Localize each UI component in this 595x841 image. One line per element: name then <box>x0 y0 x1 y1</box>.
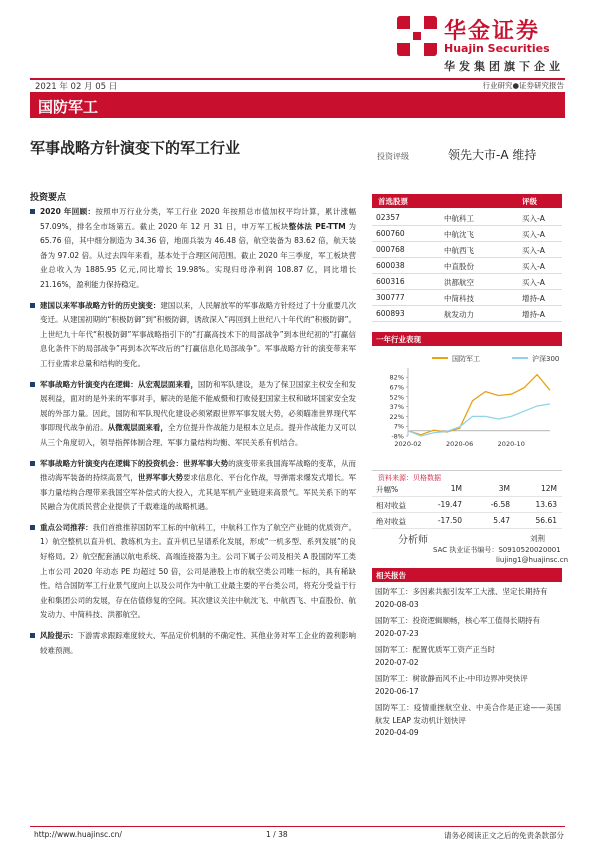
stock-code: 600760 <box>376 229 405 238</box>
stock-row <box>372 210 562 226</box>
performance-table <box>372 481 562 529</box>
perf-cell-m12: 56.61 <box>535 516 557 525</box>
stock-table-header <box>372 194 562 208</box>
rating-label: 投资评级 <box>377 152 409 161</box>
related-report-item[interactable] <box>375 702 561 740</box>
huajin-logo-icon <box>397 16 437 56</box>
related-report-date: 2020-07-23 <box>375 628 419 638</box>
x-tick-label: 2020-06 <box>446 440 474 448</box>
related-report-title: 国防军工：树欲静而风不止-中印边界冲突快评 <box>375 674 528 683</box>
sector-banner <box>30 92 565 118</box>
y-tick-label: 82% <box>389 373 404 382</box>
stock-rating: 买入-A <box>522 214 545 223</box>
legend-label: 沪深300 <box>532 355 560 363</box>
stock-row <box>372 242 562 258</box>
footer-url[interactable]: http://www.huajinsc.cn/ <box>34 830 122 839</box>
stock-row <box>372 226 562 242</box>
summary-paragraph <box>30 457 356 515</box>
stock-table-rating-col: 评级 <box>522 197 537 206</box>
x-tick-label: 2020-02 <box>394 440 422 448</box>
related-report-date: 2020-07-02 <box>375 657 419 667</box>
analyst-title: 分析师 <box>398 535 428 546</box>
brand-name-cn: 华金证券 <box>444 19 541 44</box>
stock-code: 600316 <box>376 277 405 286</box>
perf-cell-m3: 5.47 <box>493 516 510 525</box>
related-report-item[interactable] <box>375 673 561 698</box>
paragraph-lead: 建国以来军事战略方针的历史演变： <box>40 300 161 310</box>
paragraph-text: 要求信息化、平台化作战，导弹需求爆发式增长。军事力量结构合理带来我国空军补偿式的大投入，尤其是军机产业链迎来高景气。军民关系下的军民融合为优质民营企业提供了千载难逢的战略机遇。 <box>40 473 357 512</box>
stock-row <box>372 274 562 290</box>
related-report-date: 2020-06-17 <box>375 686 419 696</box>
stock-rating: 买入-A <box>522 246 545 255</box>
paragraph-lead: 2020 年回顾： <box>40 207 96 216</box>
related-report-item[interactable] <box>375 586 561 611</box>
perf-cell-m1: -19.47 <box>437 500 462 509</box>
x-tick-label: 2020-10 <box>497 440 525 448</box>
chart-source: 资料来源：贝格数据 <box>378 474 441 482</box>
perf-table-header <box>372 481 562 497</box>
stock-row <box>372 290 562 306</box>
related-report-title: 国防军工：疫情重挫航空业、中美合作是正途——美国航发 LEAP 发动机计划快评 <box>375 703 561 725</box>
paragraph-text: 为 65.76 倍，其中细分制造为 34.36 倍，地面兵装为 46.48 倍，航空装备为 83.62 倍，航天装备为 97.02 倍。从过去四年来看，基本处于合理区间范围。截止 2020 年三季度，军工板块营业总收入为 1885.95 亿元,同比增长 19.98%。实现归母净利润 108.87 亿，同比增长 21.16%，盈利能力保持稳定。 <box>40 221 357 289</box>
paragraph-lead: 军事战略方针演变内在逻辑：从宏观层面来看， <box>40 379 199 389</box>
paragraph-lead: 军事战略方针演变内在逻辑下的投资机会：世界军事大势 <box>40 458 229 468</box>
rating-value: 领先大市-A 维持 <box>448 148 537 162</box>
paragraph-text: 建国以来，人民解放军的军事战略方针经过了十分重要几次变迁。从建国初期的“积极防御”到“积极防御，诱敌深入”再回到上世纪八十年代的“积极防御”。上世纪九十年代“积极防御”军事战略指引下的“打赢高技术下的局部战争”到本世纪初的“打赢信息化条件下的局部战争”再到本次军改后的“打赢信息化局部战争”。军事战略方针的演变带来军工行业需求总量和结构的变化。 <box>40 300 356 368</box>
stock-name: 中航沈飞 <box>444 230 474 239</box>
performance-chart-svg <box>372 350 562 468</box>
stock-table <box>372 210 562 322</box>
summary-body <box>30 205 356 664</box>
y-tick-label: 7% <box>393 422 404 431</box>
chart-source-divider <box>372 470 562 471</box>
y-tick-label: -8% <box>391 432 404 441</box>
stock-code: 02357 <box>376 213 400 222</box>
summary-heading: 投资要点 <box>30 193 67 203</box>
perf-cell-m3: 3M <box>498 484 510 493</box>
related-report-date: 2020-04-09 <box>375 728 419 737</box>
stock-row <box>372 306 562 322</box>
perf-cell-m12: 12M <box>540 484 557 493</box>
analyst-sac: SAC 执业证书编号：S0910520020001 <box>433 546 561 554</box>
stock-name: 中航科工 <box>444 214 474 223</box>
brand-name-en: Huajin Securities <box>444 42 550 55</box>
paragraph-text: 按照申万行业分类，军工行业 2020 年按照总市值加权平均计算，累计涨幅 57.09%，排名全市场第五。截止 2020 年 12 月 31 日，申万军工板块 <box>40 207 356 231</box>
y-tick-label: 37% <box>389 403 404 412</box>
paragraph-text: 全方位提升作战能力是根本立足点。提升作战能力又可以从三个角度切入，领导指挥体制合理、军事力量结构均衡、军民关系有机结合。 <box>40 423 357 447</box>
related-report-title: 国防军工：配置优质军工资产正当时 <box>375 645 495 654</box>
series-line <box>408 375 550 435</box>
related-report-date: 2020-08-03 <box>375 599 419 609</box>
summary-paragraph <box>30 378 356 451</box>
stock-name: 中直股份 <box>444 262 474 271</box>
paragraph-lead: 整体法 PE-TTM <box>288 221 346 231</box>
disclaimer-note: 请务必阅读正文之后的免责条款部分 <box>444 831 564 840</box>
related-report-item[interactable] <box>375 615 561 640</box>
paragraph-lead: 风险提示： <box>40 631 78 641</box>
stock-name: 中航西飞 <box>444 246 474 255</box>
stock-rating: 增持-A <box>522 294 545 303</box>
analyst-name: 刘荆 <box>530 534 545 543</box>
y-tick-label: 52% <box>389 393 404 402</box>
perf-table-row <box>372 513 562 529</box>
paragraph-text: 国防和军队建设，是为了保卫国家主权安全和发展利益，面对的是外来的军事对手，解决的是能不能威慑和打败侵犯国家主权和破坏国家安全发展的外部力量。因此，国防和军队现代化建设必须紧跟世界军事发展大势，必须瞄准世界现代军事即现代战争前沿。 <box>40 379 357 433</box>
paragraph-text: 的演变带来我国海军战略的变革，从而推动海军装备的持续高景气， <box>40 458 356 483</box>
analyst-email[interactable]: liujing1@huajinsc.cn <box>496 556 569 564</box>
report-title: 军事战略方针演变下的军工行业 <box>30 139 241 157</box>
brand-slogan: 华发集团旗下企业 <box>444 60 564 73</box>
stock-row <box>372 258 562 274</box>
related-heading: 相关报告 <box>372 568 562 582</box>
summary-paragraph <box>30 205 356 293</box>
perf-cell-m12: 13.63 <box>535 500 557 509</box>
perf-cell-label: 升幅% <box>376 485 399 494</box>
perf-cell-label: 相对收益 <box>376 501 406 510</box>
perf-table-row <box>372 497 562 513</box>
perf-cell-m1: 1M <box>450 484 462 493</box>
perf-cell-m3: -6.58 <box>490 500 510 509</box>
stock-name: 洪都航空 <box>444 278 474 287</box>
report-type: 行业研究●证券研究报告 <box>482 81 564 90</box>
stock-code: 600038 <box>376 261 405 270</box>
paragraph-text: 我们首推推荐国防军工标的中航科工，中航科工作为了航空产业链的优质资产。1）航空整机以直升机、教练机为主。直升机已呈谱系化发展，形成“一机多型、系列发展”的良好格局。2）航空配套涵以航电系统、高端连接器为主。公司下属子公司及相关 A 股国防军工类上市公司 2020 年动态 PE 均超过 50 倍，公司是港股上市的航空类公司唯一标的，具有稀缺性。结合国防军工行业景气度向上以及公司作为中航工业最主要的平台类公司，将充分受益于行业和集团公司的发展，存在估值修复的空间。其次建议关注中航沈飞、中航西飞、中直股份、航发动力、中简科技、洪都航空。 <box>40 522 356 620</box>
stock-rating: 增持-A <box>522 310 545 319</box>
stock-table-title: 首选股票 <box>378 197 408 206</box>
sector-name: 国防军工 <box>38 98 99 116</box>
stock-code: 000768 <box>376 245 405 254</box>
stock-rating: 买入-A <box>522 230 545 239</box>
y-tick-label: 22% <box>389 412 404 421</box>
stock-rating: 买入-A <box>522 262 545 271</box>
stock-rating: 买入-A <box>522 278 545 287</box>
stock-name: 中简科技 <box>444 294 474 303</box>
stock-code: 300777 <box>376 293 405 302</box>
performance-heading: 一年行业表现 <box>372 332 562 346</box>
paragraph-lead: 从微观层面来看， <box>107 423 168 433</box>
paragraph-text: 下游需求跟踪难度较大、军品定价机制的不确定性、其他业务对军工企业的盈利影响较难预测。 <box>40 631 357 655</box>
related-report-title: 国防军工：多因素共振引发军工大涨、坚定长期持有 <box>375 587 548 596</box>
performance-chart <box>372 350 562 468</box>
summary-paragraph <box>30 299 356 372</box>
related-reports <box>375 586 561 744</box>
footer-divider <box>30 826 565 827</box>
related-report-item[interactable] <box>375 644 561 669</box>
summary-paragraph <box>30 629 356 658</box>
legend-label: 国防军工 <box>452 355 480 363</box>
paragraph-lead: 重点公司推荐： <box>40 522 93 532</box>
y-tick-label: 67% <box>389 383 404 392</box>
page-number: 1 / 38 <box>266 830 288 839</box>
stock-code: 600893 <box>376 309 405 318</box>
related-report-title: 国防军工：投资逻辑顺畅，核心军工值得长期持有 <box>375 616 540 625</box>
perf-cell-m1: -17.50 <box>437 516 462 525</box>
stock-name: 航发动力 <box>444 310 474 319</box>
report-date: 2021 年 02 月 05 日 <box>35 82 118 92</box>
paragraph-lead: 世界军事大势 <box>137 473 183 483</box>
summary-paragraph <box>30 521 356 623</box>
perf-cell-label: 绝对收益 <box>376 517 406 526</box>
